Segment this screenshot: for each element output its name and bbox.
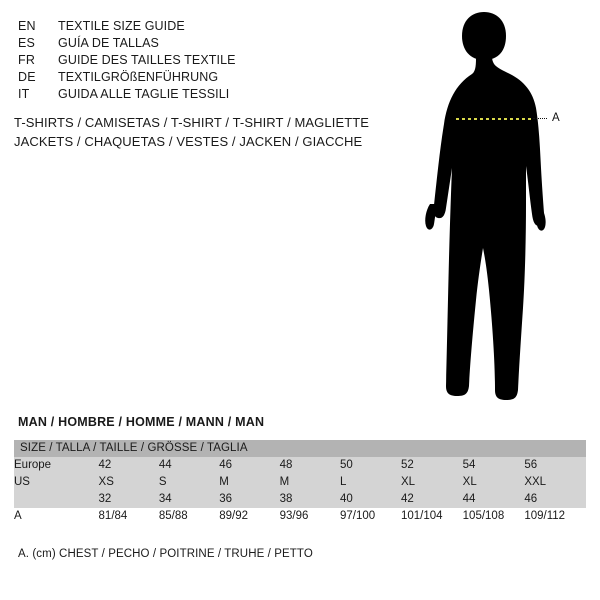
row-value: 48 [280,457,340,474]
table-row [14,457,586,474]
garment-type-list [14,113,414,151]
row-value: 44 [159,457,219,474]
row-value: 42 [99,457,159,474]
size-table [14,440,586,525]
table-row [14,491,586,508]
row-value: XL [401,474,463,491]
language-title: TEXTILGRÖßENFÜHRUNG [58,70,219,84]
row-value: 32 [99,491,159,508]
table-header-label: SIZE / TALLA / TAILLE / GRÖSSE / TAGLIA [20,442,248,454]
row-value: 93/96 [280,508,340,525]
row-value: 46 [219,457,279,474]
row-value: 89/92 [219,508,279,525]
language-list [18,18,398,103]
row-value: 44 [463,491,525,508]
male-silhouette-illustration [400,8,600,408]
language-title: GUIDE DES TAILLES TEXTILE [58,53,236,67]
row-value: XXL [524,474,586,491]
garment-line-tshirts: T-SHIRTS / CAMISETAS / T-SHIRT / T-SHIRT / MAGLIETTE [14,115,370,130]
row-value: 101/104 [401,508,463,525]
row-value: 56 [524,457,586,474]
language-row [18,86,398,103]
row-value: 54 [463,457,525,474]
row-value: M [280,474,340,491]
garment-line-jackets: JACKETS / CHAQUETAS / VESTES / JACKEN / GIACCHE [14,134,363,149]
language-row [18,18,398,35]
row-value: 34 [159,491,219,508]
row-value: 52 [401,457,463,474]
row-value: 85/88 [159,508,219,525]
row-value: 38 [280,491,340,508]
language-title: GUÍA DE TALLAS [58,36,159,50]
table-header-row [14,440,586,457]
row-value: 42 [401,491,463,508]
row-value: 46 [524,491,586,508]
language-row [18,52,398,69]
row-value: M [219,474,279,491]
measure-leader-line [533,118,547,119]
row-value: XS [99,474,159,491]
row-value: 50 [340,457,401,474]
language-title: GUIDA ALLE TAGLIE TESSILI [58,87,230,101]
language-title: TEXTILE SIZE GUIDE [58,19,185,33]
row-value: 40 [340,491,401,508]
language-code: EN [18,19,36,33]
table-row [14,474,586,491]
language-code: FR [18,53,36,67]
language-row [18,69,398,86]
table-row [14,508,586,525]
language-code: DE [18,70,36,84]
table-header-cell [14,440,586,457]
language-row [18,35,398,52]
row-value: 36 [219,491,279,508]
language-code: IT [18,87,30,101]
row-value: 97/100 [340,508,401,525]
row-label: A [14,508,99,525]
row-value: 105/108 [463,508,525,525]
row-value: 109/112 [524,508,586,525]
measure-label-a: A [552,112,560,124]
table-section-title: MAN / HOMBRE / HOMME / MANN / MAN [18,415,265,429]
row-label: Europe [14,457,99,474]
row-label [14,491,99,508]
row-value: 81/84 [99,508,159,525]
row-value: S [159,474,219,491]
row-value: XL [463,474,525,491]
language-code: ES [18,36,36,50]
silhouette-svg [400,8,600,408]
row-label: US [14,474,99,491]
row-value: L [340,474,401,491]
footnote-chest-measure: A. (cm) CHEST / PECHO / POITRINE / TRUHE / PETTO [18,548,313,560]
